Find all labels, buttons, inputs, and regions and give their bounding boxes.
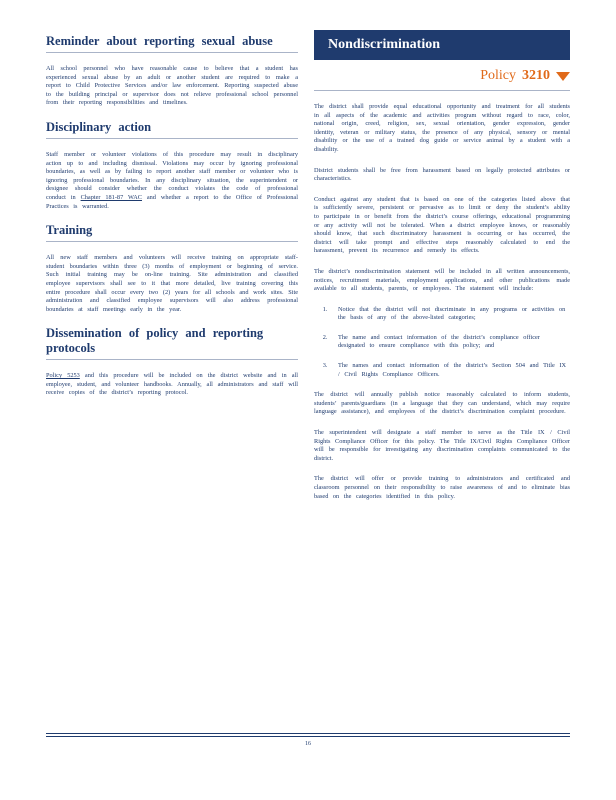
- paragraph-training: All new staff members and volunteers will receive training on appropriate staff-student boundaries within three (3) months of employment or beginning of service. Such initial training may be on-line training. Site administration and classified employee supervisors shall see to it that more detailed, live training covering this entire procedure shall occur every two (2) years for all schools and work sites. Site administration and classified employee supervisors will also address professional boundaries at staff meetings early in the year.: [46, 254, 298, 313]
- triangle-down-icon: [556, 72, 570, 81]
- paragraph-annual-notice: The district will annually publish notice reasonably calculated to inform students, students’ parents/guardians (in a language that they can understand, which may require language assistance), and employees of the district’s discrimination complaint procedure.: [314, 391, 570, 416]
- paragraph-reminder: All school personnel who have reasonable cause to believe that a student has experienced sexual abuse by an adult or another student are required to make a report to Child Protective Services and/or law enforcement. Reporting suspected abuse to the building principal or supervisor does not relieve professional school personnel from their reporting responsibilities and timelines.: [46, 65, 298, 107]
- wac-link[interactable]: Chapter 181-87 WAC: [80, 193, 142, 201]
- section-title-disciplinary: Disciplinary action: [46, 119, 152, 134]
- statement-list: [314, 306, 570, 380]
- section-title-dissemination: Dissemination of policy and reporting protocols: [46, 326, 264, 356]
- paragraph-disciplinary: [46, 151, 298, 211]
- footer-divider: [46, 736, 570, 737]
- paragraph-dissemination: [46, 372, 298, 398]
- paragraph-compliance-officer: The superintendent will designate a staff member to serve as the Title IX / Civil Rights Compliance Officer for this policy. The Title IX/Civil Rights Compliance Officer will be responsible for investigating any discrimination complaints communicated to the district.: [314, 429, 570, 462]
- list-item: 1. Notice that the district will not discriminate in any programs or activities on the basis of any of the above-listed categories;: [332, 306, 570, 323]
- section-title-reminder: Reminder about reporting sexual abuse: [46, 34, 273, 48]
- list-item: 3. The names and contact information of the district’s Section 504 and Title IX / Civil Rights Compliance Officers.: [332, 362, 570, 379]
- policy-heading: [314, 68, 570, 84]
- text-segment: Staff member or volunteer violations of this procedure may result in disciplinary action up to and including dismissal. Violations may occur by ignoring professional boundaries, as well as by failing to report another staff member or volunteer who is ignoring professional boundaries. In any disciplinary situation, the superintendent or designee should consider whether the conduct violates the code of professional conduct in: [46, 150, 298, 201]
- left-column: [46, 34, 298, 410]
- paragraph-equal-opportunity: The district shall provide equal educational opportunity and treatment for all students in all aspects of the academic and activities program without regard to race, color, national origin, creed, religion, sex, sexual orientation, gender expression, gender identity, veteran or military status, the presence of any physical, sensory or mental disability or the use of a trained dog guide or service animal by a student with a disability.: [314, 103, 570, 153]
- paragraph-conduct: Conduct against any student that is based on one of the categories listed above that is sufficiently severe, persistent or pervasive as to limit or deny the student’s ability to participate in or benefit from the district’s course offerings, educational programming or any activity will not be tolerated. When a district employee knows, or reasonably should know, that such discriminatory harassment is occurring or has occurred, the district will take prompt and effective steps reasonably calculated to end the harassment, prevent its recurrence and remedy its effects.: [314, 195, 570, 255]
- paragraph-statement: The district’s nondiscrimination statement will be included in all written announcements, notices, recruitment materials, employment applications, and other publications made available to all students, parents, or employees. The statement will include:: [314, 267, 570, 293]
- text-segment: and whether a report to the Office of Professional Practices is warranted.: [46, 193, 298, 210]
- section-divider: [46, 241, 298, 242]
- section-title-training: Training: [46, 223, 93, 238]
- right-column: [314, 30, 570, 513]
- section-divider: [46, 138, 298, 139]
- policy-divider: [314, 90, 570, 91]
- policy-label: Policy: [480, 68, 516, 83]
- policy-link[interactable]: Policy 5253: [46, 372, 80, 380]
- text-segment: and this procedure will be included on the district website and in all employee, student, and volunteer handbooks. Annually, all administrators and staff will receive copies of the district’s reporting protocol.: [46, 372, 298, 397]
- paragraph-training-offer: The district will offer or provide training to administrators and certificated and classroom personnel on their responsibility to raise awareness of and to eliminate bias based on the categories identified in this policy.: [314, 475, 570, 500]
- footer-divider: [46, 733, 570, 734]
- section-divider: [46, 52, 298, 53]
- nondiscrimination-banner: Nondiscrimination: [314, 30, 570, 60]
- section-divider: [46, 359, 298, 360]
- paragraph-harassment-free: District students shall be free from harassment based on legally protected attributes or characteristics.: [314, 166, 570, 183]
- list-item: 2. The name and contact information of the district’s compliance officer designated to ensure compliance with this policy; and: [332, 334, 570, 351]
- policy-number: 3210: [522, 68, 550, 83]
- page-number: 16: [305, 741, 311, 747]
